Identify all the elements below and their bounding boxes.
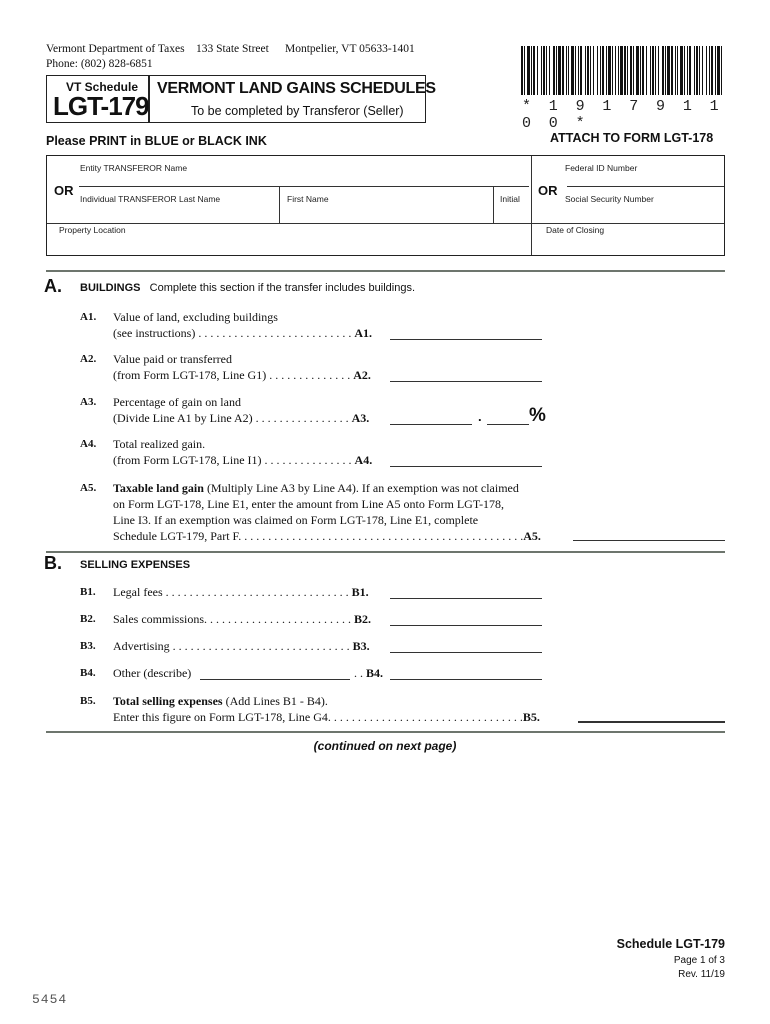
agency-street: 133 State Street (196, 43, 269, 55)
schedule-label: VT Schedule (66, 80, 139, 94)
line-b3-ref: B3. (352, 639, 370, 653)
date-of-closing-field[interactable]: Date of Closing (546, 225, 605, 235)
footer-schedule: Schedule LGT-179 (616, 937, 725, 951)
line-b4-ref: B4. (366, 666, 384, 680)
line-b4-input[interactable] (390, 679, 542, 680)
line-a2-text1: Value paid or transferred (113, 352, 232, 366)
section-a-letter: A. (44, 276, 62, 296)
line-a5-text1: (Multiply Line A3 by Line A4). If an exemption was not claimed (206, 481, 519, 495)
line-a3-input-fraction[interactable] (487, 424, 529, 425)
line-b4-ref-wrap (354, 665, 383, 681)
property-location-field[interactable]: Property Location (59, 225, 126, 235)
section-b-title: SELLING EXPENSES (80, 559, 191, 571)
line-b2-text: Sales commissions. . . . . . . . . . . . . . . . . . . . . . . . . (113, 612, 352, 626)
form-id: LGT-179 (53, 91, 149, 121)
line-b5-text1: (Add Lines B1 - B4). (225, 694, 328, 708)
line-a4-num: A4. (80, 438, 97, 450)
line-b1-ref: B1. (351, 585, 369, 599)
form-title: VERMONT LAND GAINS SCHEDULES (157, 80, 436, 97)
line-b4-describe-input[interactable] (200, 679, 350, 680)
section-a-title-text: BUILDINGS (80, 282, 141, 294)
line-a2-num: A2. (80, 353, 97, 365)
entity-name-field[interactable]: Entity TRANSFEROR Name (80, 163, 188, 173)
line-a5-label (113, 480, 541, 544)
line-b3-num: B3. (80, 640, 96, 652)
line-a3-num: A3. (80, 396, 97, 408)
line-a3-label (113, 394, 369, 426)
line-b5-ref: B5. (522, 710, 540, 724)
line-b4-num: B4. (80, 667, 96, 679)
section-a-description: Complete this section if the transfer includes buildings. (149, 282, 416, 294)
print-instruction: Please PRINT in BLUE or BLACK INK (46, 134, 267, 148)
federal-id-field[interactable]: Federal ID Number (565, 163, 638, 173)
percent-sign: % (529, 405, 546, 426)
initial-field[interactable]: Initial (500, 194, 520, 204)
line-b1-text: Legal fees . . . . . . . . . . . . . . . . . . . . . . . . . . . . . . . (113, 585, 349, 599)
line-a3-decimal: . (478, 409, 482, 424)
line-b3-label (113, 638, 370, 654)
line-b3-text: Advertising . . . . . . . . . . . . . . . . . . . . . . . . . . . . . . (113, 639, 350, 653)
line-b4-label: Other (describe) (113, 666, 192, 680)
last-name-field[interactable]: Individual TRANSFEROR Last Name (80, 194, 221, 204)
line-b5-input[interactable] (578, 721, 725, 723)
line-b1-input[interactable] (390, 598, 542, 599)
line-a5-ref: A5. (523, 529, 541, 543)
line-a5-text3: Line I3. If an exemption was claimed on Form LGT-178, Line E1, complete (113, 513, 479, 527)
agency-phone: Phone: (802) 828-6851 (46, 58, 153, 70)
footer-page: Page 1 of 3 (673, 955, 725, 966)
or-label-left: OR (54, 183, 74, 198)
line-b1-label (113, 584, 369, 600)
line-a4-ref: A4. (354, 453, 373, 467)
form-code: 5454 (32, 992, 68, 1007)
line-a3-input-whole[interactable] (390, 424, 472, 425)
footer-rev: Rev. 11/19 (678, 969, 725, 980)
line-b5-num: B5. (80, 695, 96, 707)
line-b2-num: B2. (80, 613, 96, 625)
line-a4-label (113, 436, 372, 468)
line-a1-num: A1. (80, 311, 97, 323)
line-b1-num: B1. (80, 586, 96, 598)
agency-city: Montpelier, VT 05633-1401 (285, 43, 415, 55)
line-a2-label (113, 351, 371, 383)
line-a4-text1: Total realized gain. (113, 437, 206, 451)
line-b2-input[interactable] (390, 625, 542, 626)
first-name-field[interactable]: First Name (287, 194, 329, 204)
line-b4-trail: . . (354, 666, 363, 680)
section-b-letter: B. (44, 553, 62, 573)
line-a2-text2: (from Form LGT-178, Line G1) . . . . . . . . . . . . . . (113, 368, 351, 382)
line-a2-input[interactable] (390, 381, 542, 382)
line-a3-text2: (Divide Line A1 by Line A2) . . . . . . . . . . . . . . . . (113, 411, 349, 425)
ssn-field[interactable]: Social Security Number (565, 194, 654, 204)
line-a4-input[interactable] (390, 466, 542, 467)
line-b3-input[interactable] (390, 652, 542, 653)
line-a1-label (113, 309, 372, 341)
line-a3-ref: A3. (351, 411, 370, 425)
barcode (521, 46, 723, 95)
continued-note: (continued on next page) (313, 739, 457, 753)
section-a-title (80, 282, 415, 294)
line-a1-text2: (see instructions) . . . . . . . . . . . . . . . . . . . . . . . . . . (113, 326, 352, 340)
line-a1-input[interactable] (390, 339, 542, 340)
form-subtitle: To be completed by Transferor (Seller) (191, 104, 404, 118)
line-a5-bold: Taxable land gain (113, 481, 204, 495)
line-b2-ref: B2. (354, 612, 372, 626)
transferor-info-box (46, 155, 725, 256)
line-a5-text2: on Form LGT-178, Line E1, enter the amount from Line A5 onto Form LGT-178, (113, 497, 505, 511)
line-a5-input[interactable] (573, 540, 725, 541)
barcode-number: * 1 9 1 7 9 1 1 0 0 * (522, 98, 724, 132)
line-b5-text2: Enter this figure on Form LGT-178, Line G4. . . . . . . . . . . . . . . . . . . . . . . . . . . . . . . . . (113, 710, 523, 724)
line-a5-num: A5. (80, 482, 97, 494)
line-b5-bold: Total selling expenses (113, 694, 223, 708)
line-a3-text1: Percentage of gain on land (113, 395, 241, 409)
line-a1-ref: A1. (354, 326, 372, 340)
line-a4-text2: (from Form LGT-178, Line I1) . . . . . . . . . . . . . . . (113, 453, 352, 467)
section-end-rule (46, 731, 725, 733)
line-b5-label (113, 693, 540, 725)
line-b2-label (113, 611, 371, 627)
or-label-right: OR (538, 183, 558, 198)
section-a-rule (46, 270, 725, 272)
section-b-rule (46, 551, 725, 553)
line-a1-text1: Value of land, excluding buildings (113, 310, 278, 324)
attach-instruction: ATTACH TO FORM LGT-178 (550, 131, 714, 145)
line-a5-text4: Schedule LGT-179, Part F. . . . . . . . . . . . . . . . . . . . . . . . . . . . . . . . . . . . . . . . . . . . . . . . (113, 529, 524, 543)
agency-name: Vermont Department of Taxes (46, 43, 185, 55)
line-a2-ref: A2. (353, 368, 371, 382)
